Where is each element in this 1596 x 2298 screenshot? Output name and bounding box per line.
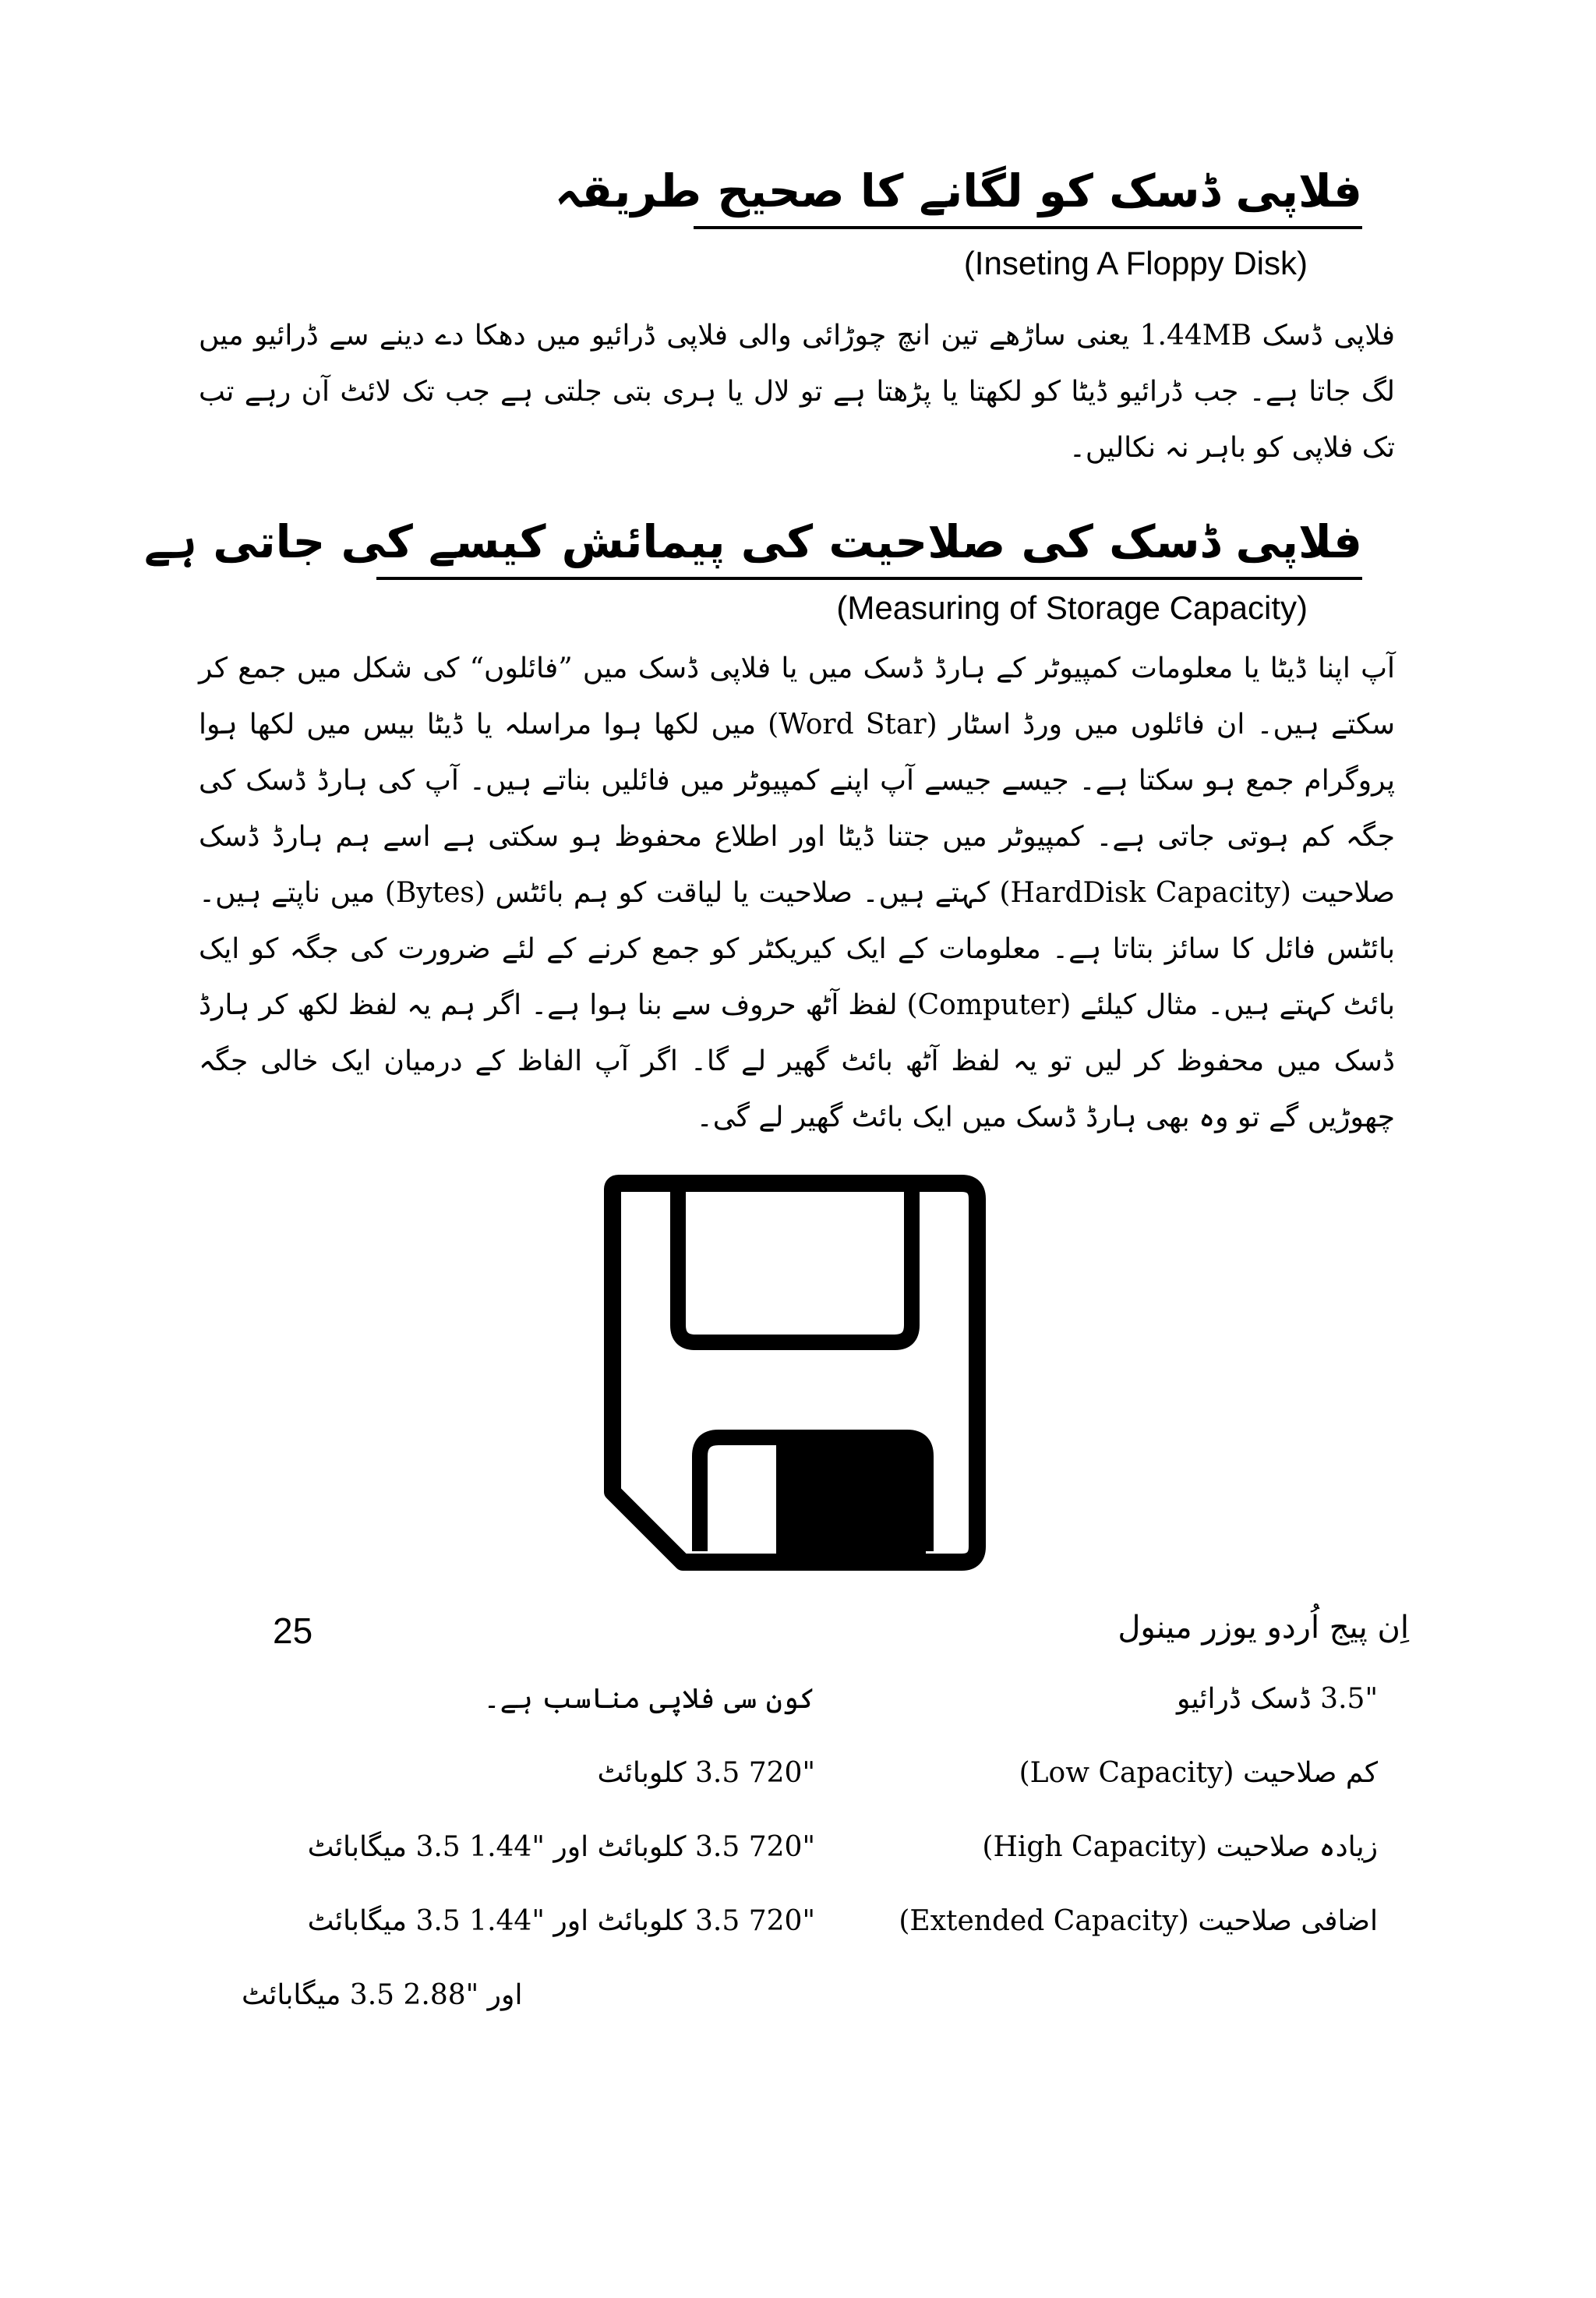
section1-subheading: (Inseting A Floppy Disk) [963, 245, 1308, 281]
table-row-4-left: اضافی صلاحیت (Extended Capacity) [899, 1905, 1378, 1937]
table-row-1-left: "3.5 ڈسک ڈرائیو [1176, 1683, 1378, 1715]
footer-title: اِن پیج اُردو یوزر مینول [1118, 1610, 1409, 1646]
section2-paragraph: آپ اپنا ڈیٹا یا معلومات کمپیوٹر کے ہارڈ ڈسک میں یا فلاپی ڈسک میں ”فائلوں“ کی شکل میں جمع کر سکتے ہیں۔ ان فائلوں میں ورڈ اسٹار (Word Star) میں لکھا ہوا مراسلہ یا ڈیٹا بیس میں لکھا ہوا پروگرام جمع ہو سکتا ہے۔ جیسے جیسے آپ اپنے کمپیوٹر میں فائلیں بناتے ہیں۔ آپ کی ہارڈ ڈسک کی جگہ کم ہوتی جاتی ہے۔ کمپیوٹر میں جتنا ڈیٹا اور اطلاع محفوظ ہو سکتی ہے اسے ہم ہارڈ ڈسک صلاحیت (HardDisk Capacity) کہتے ہیں۔ صلاحیت یا لیاقت کو ہم بائٹس (Bytes) میں ناپتے ہیں۔ بائٹس فائل کا سائز بتاتا ہے۔ معلومات کے ایک کیریکٹر کو جمع کرنے کے لئے ضرورت کی جگہ کو ایک بائٹ کہتے ہیں۔ مثال کیلئے (Computer) لفظ آٹھ حروف سے بنا ہوا ہے۔ اگر ہم یہ لفظ لکھ کر ہارڈ ڈسک میں محفوظ کر لیں تو یہ لفظ آٹھ بائٹ گھیر لے گا۔ اگر آپ الفاظ کے درمیان ایک خالی جگہ چھوڑیں گے تو وہ بھی ہارڈ ڈسک میں ایک بائٹ گھیر لے گی۔ [199, 652, 1396, 1133]
table-row-5-right: اور "2.88 3.5 میگابائٹ [242, 1979, 523, 2011]
section2-subheading: (Measuring of Storage Capacity) [836, 589, 1308, 626]
table-row-3-left: زیادہ صلاحیت (High Capacity) [982, 1831, 1378, 1863]
table-row-4-right: "720 3.5 کلوبائٹ اور "1.44 3.5 میگابائٹ [307, 1905, 815, 1937]
section2-heading-underline [376, 577, 1362, 580]
section1-heading: فلاپی ڈسک کو لگانے کا صحیح طریقہ [554, 164, 1362, 217]
table-row-1-right: کون سی فلاپی مناسب ہے۔ [483, 1683, 815, 1715]
section2-heading: فلاپی ڈسک کی صلاحیت کی پیمائش کیسے کی جاتی ہے [144, 515, 1362, 568]
table-row-3-right: "720 3.5 کلوبائٹ اور "1.44 3.5 میگابائٹ [307, 1831, 815, 1863]
table-row-2-left: کم صلاحیت (Low Capacity) [1019, 1757, 1378, 1789]
floppy-disk-icon [592, 1169, 998, 1575]
table-row-2-right: "720 3.5 کلوبائٹ [597, 1757, 815, 1789]
section1-heading-underline [694, 226, 1362, 229]
section1-paragraph: فلاپی ڈسک 1.44MB یعنی ساڑھے تین انچ چوڑائی والی فلاپی ڈرائیو میں دھکا دے دینے سے ڈرائیو میں لگ جاتا ہے۔ جب ڈرائیو ڈیٹا کو لکھتا یا پڑھتا ہے تو لال یا ہری بتی جلتی ہے جب تک لائٹ آن رہے تب تک فلاپی کو باہر نہ نکالیں۔ [199, 320, 1395, 464]
page-number: 25 [273, 1610, 313, 1651]
